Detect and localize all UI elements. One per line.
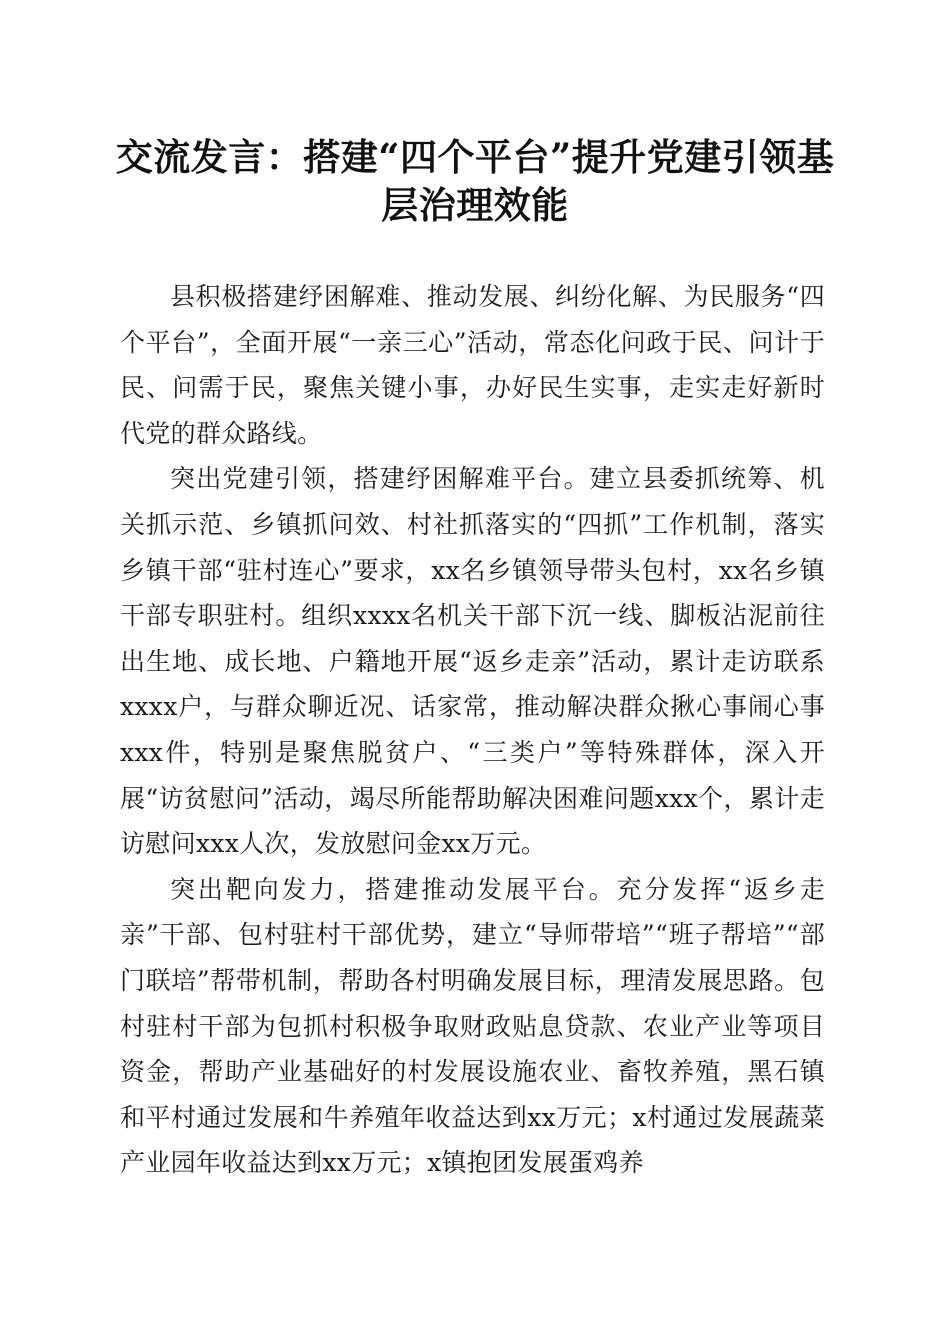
paragraph-relief-platform: 突出党建引领，搭建纾困解难平台。建立县委抓统筹、机关抓示范、乡镇抓问效、村社抓落实的“四抓”工作机制，落实乡镇干部“驻村连心”要求，xx名乡镇领导带头包村，xx名乡镇干部专职驻村。组织xxxx名机关干部下沉一线、脚板沾泥前往出生地、成长地、户籍地开展“返乡走亲”活动，累计走访联系xxxx户，与群众聊近况、话家常，推动解决群众揪心事闹心事xxx件，特别是聚焦脱贫户、“三类户”等特殊群体，深入开展“访贫慰问”活动，竭尽所能帮助解决困难问题xxx个，累计走访慰问xxx人次，发放慰问金xx万元。 xyxy=(120,464,825,859)
paragraph-intro: 县积极搭建纾困解难、推动发展、纠纷化解、为民服务“四个平台”，全面开展“一亲三心”活动，常态化问政于民、问计于民、问需于民，聚焦关键小事，办好民生实事，走实走好新时代党的群众路线。 xyxy=(120,282,825,448)
paragraph-development-platform: 突出靶向发力，搭建推动发展平台。充分发挥“返乡走亲”干部、包村驻村干部优势，建立“导师带培”“班子帮培”“部门联培”帮带机制，帮助各村明确发展目标，理清发展思路。包村驻村干部为包抓村积极争取财政贴息贷款、农业产业等项目资金，帮助产业基础好的村发展设施农业、畜牧养殖，黑石镇和平村通过发展和牛养殖年收益达到xx万元；x村通过发展蔬菜产业园年收益达到xx万元；x镇抱团发展蛋鸡养 xyxy=(120,874,825,1178)
document-title: 交流发言：搭建“四个平台”提升党建引领基层治理效能 xyxy=(115,135,835,227)
document-body xyxy=(120,274,825,1186)
